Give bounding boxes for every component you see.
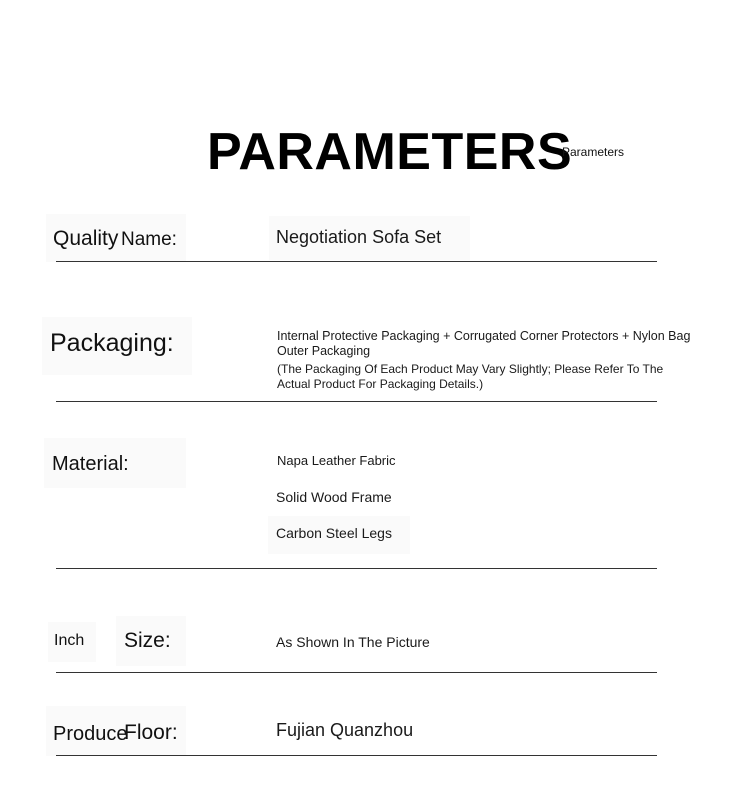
quality-label: Quality [53, 227, 119, 250]
divider-5 [56, 755, 657, 756]
name-value: Negotiation Sofa Set [276, 227, 442, 247]
packaging-label: Packaging: [50, 329, 174, 357]
page-title: PARAMETERS [207, 123, 573, 181]
divider-2 [56, 401, 657, 402]
page-subtitle: Parameters [562, 145, 625, 159]
size-label: Size: [124, 629, 171, 652]
divider-3 [56, 568, 657, 569]
floor-label: Floor: [124, 721, 178, 744]
material-item-2: Solid Wood Frame [276, 489, 392, 505]
material-item-3: Carbon Steel Legs [276, 525, 392, 541]
packaging-line-1: Internal Protective Packaging + Corrugated Corner Protectors + Nylon Bag Outer Packaging [277, 329, 691, 358]
divider-1 [56, 261, 657, 262]
material-item-1: Napa Leather Fabric [277, 453, 396, 468]
size-value: As Shown In The Picture [276, 634, 430, 650]
produce-label: Produce [53, 723, 128, 745]
divider-4 [56, 672, 657, 673]
size-unit: Inch [54, 632, 85, 649]
material-label: Material: [52, 453, 129, 475]
packaging-line-2: (The Packaging Of Each Product May Vary Slightly; Please Refer To The Actual Product For Packaging Details.) [277, 362, 664, 391]
name-label: Name: [121, 229, 177, 250]
floor-value: Fujian Quanzhou [276, 720, 414, 740]
